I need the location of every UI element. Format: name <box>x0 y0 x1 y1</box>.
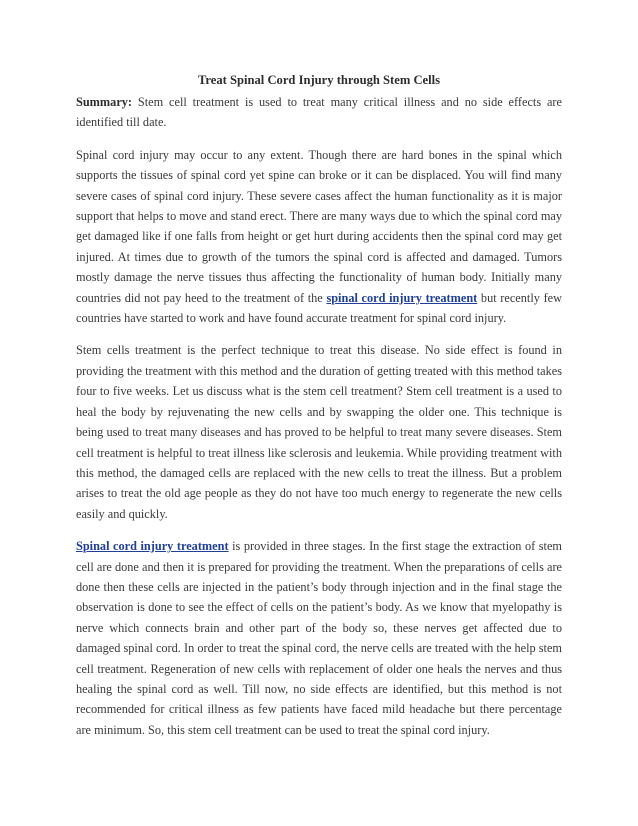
paragraph-treatment-stages <box>76 536 562 740</box>
spinal-cord-injury-treatment-link-2[interactable]: Spinal cord injury treatment <box>76 539 229 554</box>
paragraph1-text-before-link: Spinal cord injury may occur to any extent. Though there are hard bones in the spinal which supports the tissues of spinal cord yet spine can broke or it can be displaced. You will find many severe cases of spinal cord injury. These severe cases affect the human functionality as it is major support that helps to move and stand erect. There are many ways due to which the spinal cord may get damaged like if one falls from height or get hurt during accidents then the spinal cord may get injured. At times due to growth of the tumors the spinal cord is affected and damaged. Tumors mostly damage the nerve tissues thus affecting the functionality of human body. Initially many countries did not pay heed to the treatment of the <box>76 147 562 305</box>
summary-label: Summary: <box>76 95 133 109</box>
spinal-cord-injury-treatment-link[interactable]: spinal cord injury treatment <box>326 290 478 305</box>
paragraph-stem-cells-treatment <box>76 340 562 524</box>
document-page <box>76 70 562 752</box>
document-title: Treat Spinal Cord Injury through Stem Cells <box>197 73 441 87</box>
summary-text: Stem cell treatment is used to treat many critical illness and no side effects are identified till date. <box>76 95 562 130</box>
summary-paragraph <box>76 92 562 133</box>
paragraph2-text: Stem cells treatment is the perfect technique to treat this disease. No side effect is found in providing the treatment with this method and the duration of getting treated with this method takes four to five weeks. Let us discuss what is the stem cell treatment? Stem cell treatment is a used to heal the body by rejuvenating the new cells and by swapping the older one. This technique is being used to treat many diseases and has proved to be helpful to treat many severe diseases. Stem cell treatment is helpful to treat illness like sclerosis and leukemia. While providing treatment with this method, the damaged cells are replaced with the new cells to treat the illness. But a problem arises to treat the old age people as they do not have too much energy to regenerate the new cells easily and quickly. <box>76 343 562 521</box>
paragraph1-text-after-link: but recently few countries have started to work and have found accurate treatment for spinal cord injury. <box>76 290 562 326</box>
paragraph3-text-after-link: is provided in three stages. In the first stage the extraction of stem cell are done and then it is prepared for providing the treatment. When the preparations of cells are done then these cells are injected in the patient’s body through injection and in the final stage the observation is done to see the effect of cells on the patient’s body. As we know that myelopathy is nerve which connects brain and other part of the body so, these nerves get affected due to damaged spinal cord. In order to treat the spinal cord, the nerve cells are treated with the help stem cell treatment. Regeneration of new cells with replacement of older one heals the nerves and thus healing the spinal cord as well. Till now, no side effects are identified, but this method is not recommended for critical illness as few patients have faced mild headache but there percentage are minimum. So, this stem cell treatment can be used to treat the spinal cord injury. <box>76 539 562 737</box>
paragraph-spinal-cord-injury <box>76 145 562 329</box>
